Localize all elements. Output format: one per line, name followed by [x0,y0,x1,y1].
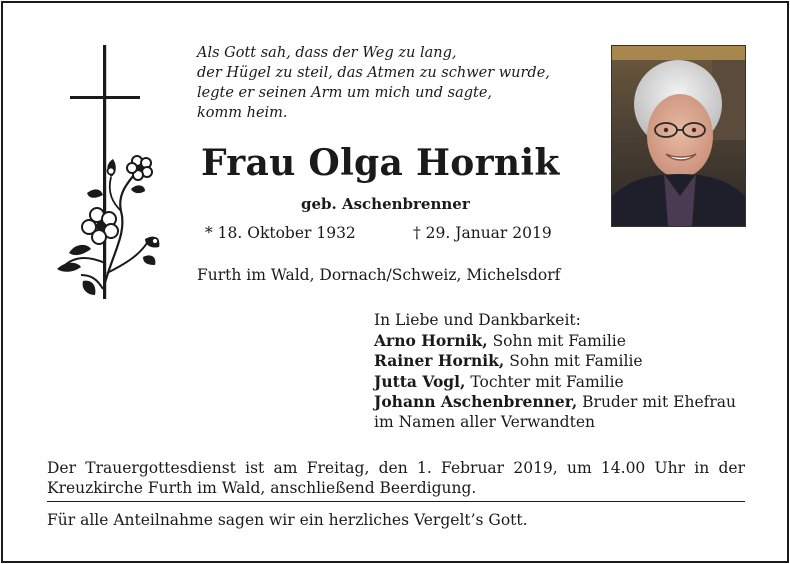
poem-line: komm heim. [197,105,288,121]
places: Furth im Wald, Dornach/Schweiz, Michelsdorf [197,266,561,284]
mourner-relation: Bruder mit Ehefrau [577,393,737,411]
death-date: † 29. Januar 2019 [413,224,552,242]
portrait-photo [611,45,746,227]
maiden-name: geb. Aschenbrenner [301,195,470,213]
list-item [374,331,736,352]
birth-date: * 18. Oktober 1932 [205,224,356,242]
poem-line: legte er seinen Arm um mich und sagte, [197,85,493,101]
list-item [374,351,736,372]
obituary-card [1,1,789,563]
mourners-closing: im Namen aller Verwandten [374,412,595,431]
mourners-intro: In Liebe und Dankbarkeit: [374,311,581,329]
mourner-relation: Sohn mit Familie [487,331,626,350]
poem-line: Als Gott sah, dass der Weg zu lang, [197,45,457,61]
mourner-name: Arno Hornik, [374,330,488,350]
mourner-name: Rainer Hornik, [374,351,505,370]
thanks-note: Für alle Anteilnahme sagen wir ein herzliches Vergelt’s Gott. [47,511,528,529]
mourner-name: Jutta Vogl, [374,371,466,391]
list-item [374,392,736,413]
divider [47,501,745,502]
mourner-relation: Sohn mit Familie [504,352,643,370]
cross-with-flowers-icon [47,43,167,305]
list-item [374,372,736,393]
deceased-name: Frau Olga Hornik [201,142,560,184]
service-announcement: Der Trauergottesdienst ist am Freitag, den 1. Februar 2019, um 14.00 Uhr in der Kreuzkirche Furth im Wald, anschließend Beerdigung. [47,459,745,497]
poem-line: der Hügel zu steil, das Atmen zu schwer wurde, [197,65,550,81]
mourners-list [374,311,736,432]
mourner-relation: Tochter mit Familie [465,372,624,391]
mourner-name: Johann Aschenbrenner, [374,392,578,411]
poem [197,43,597,123]
